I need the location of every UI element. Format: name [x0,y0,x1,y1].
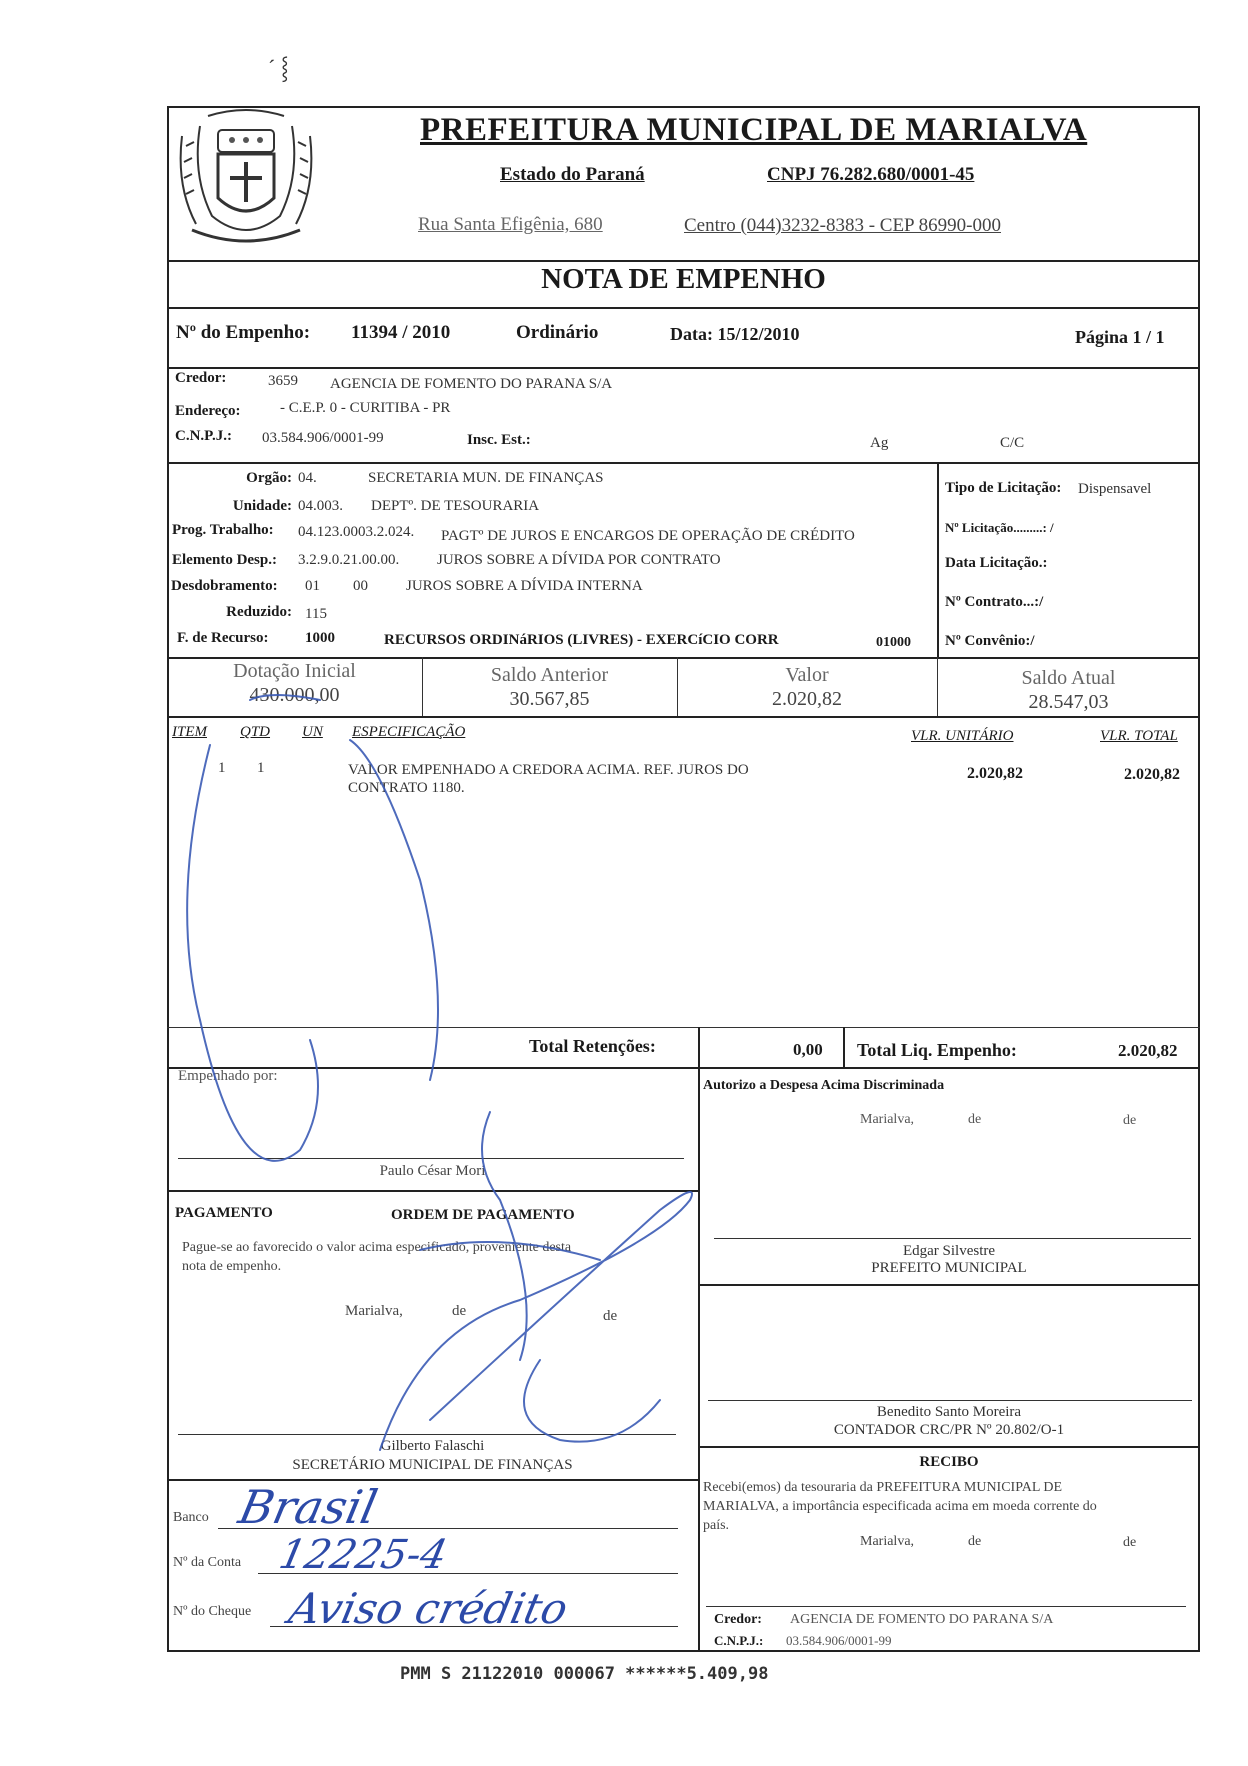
pagamento-de2: de [603,1308,618,1324]
signature-stroke-6 [524,1360,660,1442]
col-un: UN [302,724,323,740]
credor-cnpj: 03.584.906/0001-99 [262,430,384,446]
recibo-de1: de [968,1534,982,1549]
tipo-licitacao-label: Tipo de Licitação: [945,480,1062,496]
dotacao-inicial-value: 430.000,00 [249,684,340,706]
signature-stroke-1 [187,745,318,1161]
pagamento-de1: de [452,1303,467,1319]
recibo-text-line2: MARIALVA, a importância especificada acima em moeda corrente do [703,1499,1097,1514]
elemento-code: 3.2.9.0.21.00.00. [298,552,400,568]
fonte-recurso-name: RECURSOS ORDINáRIOS (LIVRES) - EXERCíCIO CORR [384,632,779,648]
orgao-name: SECRETARIA MUN. DE FINANÇAS [368,470,604,486]
city-hall-title: PREFEITURA MUNICIPAL DE MARIALVA [420,112,1088,148]
autorizo-label: Autorizo a Despesa Acima Discriminada [703,1078,945,1093]
desdobramento-label: Desdobramento: [171,578,278,594]
desdobramento-name: JUROS SOBRE A DÍVIDA INTERNA [406,578,643,594]
banco-label: Banco [173,1510,209,1525]
recibo-text-line3: país. [703,1518,730,1533]
empenho-number-label: Nº do Empenho: [176,322,311,343]
col-valor-unitario: VLR. UNITÁRIO [911,728,1014,744]
document-title: NOTA DE EMPENHO [541,263,826,295]
valor-value: 2.020,82 [772,688,842,710]
desdobramento-code2: 00 [353,578,368,594]
empenho-type: Ordinário [516,322,599,343]
row-qtd: 1 [257,760,265,776]
saldo-anterior-value: 30.567,85 [509,688,590,710]
numero-contrato: Nº Contrato...:/ [945,594,1044,610]
total-retencoes-value: 0,00 [793,1040,823,1059]
autorizo-de2: de [1123,1113,1137,1128]
numero-licitacao: Nº Licitação.........: / [945,520,1054,535]
total-retencoes-label: Total Retenções: [529,1036,656,1056]
credor-name: AGENCIA DE FOMENTO DO PARANA S/A [330,376,613,392]
unidade-label: Unidade: [232,498,292,514]
unidade-code: 04.003. [298,498,343,514]
empenhado-por-name: Paulo César Mori [379,1163,486,1179]
orgao-code: 04. [298,470,317,486]
pagamento-text-line2: nota de empenho. [182,1259,282,1274]
empenhado-por-label: Empenhado por: [178,1068,278,1084]
cheque-label: Nº do Cheque [173,1604,252,1619]
recibo-credor-label: Credor: [714,1612,762,1627]
unidade-name: DEPTº. DE TESOURARIA [371,498,540,514]
prefeito-name: Edgar Silvestre [902,1243,996,1259]
recibo-de2: de [1123,1535,1137,1550]
pagamento-label: PAGAMENTO [175,1205,273,1221]
row-especificacao-line2: CONTRATO 1180. [348,780,465,796]
saldo-atual-label: Saldo Atual [1021,667,1116,689]
autorizo-city: Marialva, [860,1112,915,1127]
address-street: Rua Santa Efigênia, 680 [418,214,603,235]
row-valor-unitario: 2.020,82 [967,765,1023,782]
contador-role: CONTADOR CRC/PR Nº 20.802/O-1 [833,1422,1065,1438]
address-contact: Centro (044)3232-8383 - CEP 86990-000 [684,215,1001,236]
signature-stroke-7 [420,1242,600,1260]
recibo-label: RECIBO [919,1454,979,1470]
elemento-name: JUROS SOBRE A DÍVIDA POR CONTRATO [437,552,721,568]
agency-label: Ag [870,435,889,451]
insc-est-label: Insc. Est.: [467,432,531,448]
pagamento-text-line1: Pague-se ao favorecido o valor acima especificado, proveniente desta [182,1240,572,1255]
fonte-recurso-code: 1000 [305,630,335,646]
prog-trabalho-name: PAGTº DE JUROS E ENCARGOS DE OPERAÇÃO DE CRÉDITO [441,528,855,544]
recibo-credor-name: AGENCIA DE FOMENTO DO PARANA S/A [790,1612,1054,1627]
valor-label: Valor [785,664,829,686]
empenho-date: Data: 15/12/2010 [670,324,800,344]
recibo-cnpj-value: 03.584.906/0001-99 [786,1633,892,1648]
signature-stroke-4 [482,1112,527,1360]
saldo-anterior-label: Saldo Anterior [490,664,609,686]
saldo-atual-value: 28.547,03 [1028,691,1109,713]
autorizo-de1: de [968,1112,982,1127]
page-number: Página 1 / 1 [1075,327,1165,347]
reduzido-value: 115 [305,606,327,622]
orgao-label: Orgão: [246,470,292,486]
contador-name: Benedito Santo Moreira [876,1404,1022,1420]
row-valor-total: 2.020,82 [1124,766,1180,783]
secretario-role: SECRETÁRIO MUNICIPAL DE FINANÇAS [292,1457,573,1473]
data-licitacao: Data Licitação.: [945,555,1048,571]
numero-convenio: Nº Convênio:/ [945,633,1035,649]
fonte-recurso-label: F. de Recurso: [177,630,269,646]
endereco-label: Endereço: [175,403,241,419]
credor-cnpj-label: C.N.P.J.: [175,428,232,444]
total-liquido-label: Total Liq. Empenho: [857,1040,1017,1060]
signature-stroke-2 [350,740,438,1080]
ordem-pagamento-label: ORDEM DE PAGAMENTO [391,1207,575,1223]
secretario-name: Gilberto Falaschi [380,1438,485,1454]
city-hall-cnpj: CNPJ 76.282.680/0001-45 [767,164,975,185]
conta-label: Nº da Conta [173,1555,242,1570]
credor-label: Credor: [175,370,227,386]
row-item: 1 [218,760,226,776]
conta-handwritten: 12225-4 [275,1532,452,1578]
signature-stroke-5 [380,1192,692,1450]
banco-handwritten: Brasil [234,1480,382,1534]
account-label: C/C [1000,435,1025,451]
endereco-value: - C.E.P. 0 - CURITIBA - PR [280,400,451,416]
recibo-city: Marialva, [860,1534,915,1549]
tipo-licitacao-value: Dispensavel [1078,481,1152,497]
total-liquido-value: 2.020,82 [1118,1041,1178,1060]
row-especificacao-line1: VALOR EMPENHADO A CREDORA ACIMA. REF. JUROS DO [348,762,749,778]
prefeito-role: PREFEITO MUNICIPAL [871,1260,1027,1276]
recibo-cnpj-label: C.N.P.J.: [714,1633,764,1648]
prog-trabalho-code: 04.123.0003.2.024. [298,524,415,540]
col-item: ITEM [172,724,207,740]
fonte-recurso-code2: 01000 [876,635,911,650]
stray-marks: ˊ ⸾ [268,55,289,80]
reduzido-label: Reduzido: [226,604,292,620]
col-qtd: QTD [240,724,271,740]
col-valor-total: VLR. TOTAL [1100,728,1178,744]
dotacao-inicial-label: Dotação Inicial [233,660,356,682]
recibo-text-line1: Recebi(emos) da tesouraria da PREFEITURA MUNICIPAL DE [703,1480,1063,1495]
credor-code: 3659 [268,373,298,389]
desdobramento-code1: 01 [305,578,320,594]
empenho-number: 11394 / 2010 [351,322,451,343]
col-especificacao: ESPECIFICAÇÃO [352,724,466,740]
elemento-label: Elemento Desp.: [172,552,277,568]
prog-trabalho-label: Prog. Trabalho: [172,522,274,538]
pagamento-city: Marialva, [345,1303,403,1319]
signature-stroke-3 [250,695,320,700]
cheque-handwritten: Aviso crédito [284,1584,573,1633]
state-label: Estado do Paraná [500,164,645,185]
authentication-footer: PMM S 21122010 000067 ******5.409,98 [400,1664,769,1684]
